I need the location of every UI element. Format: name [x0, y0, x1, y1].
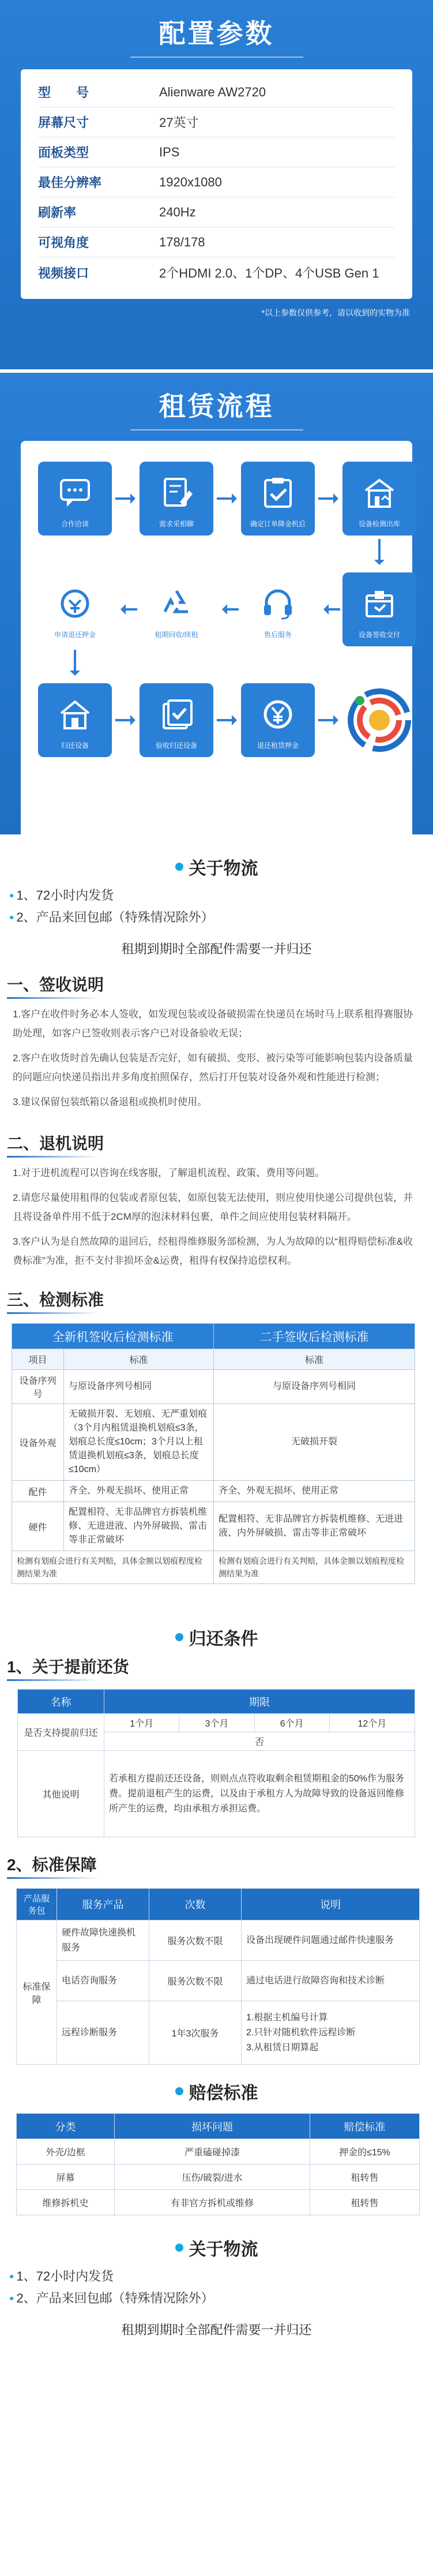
- config-title-underline: [130, 57, 303, 58]
- inspection-head: [7, 1287, 433, 1314]
- return-para-3: 3.客户认为是自然故障的退回后，经租得维修服务部检测，为人为故障的以“租得赔偿标准&收费标准”为准，拒不支付非损坏金&运费，租得有权保持追偿权利。: [13, 1236, 413, 1266]
- spec-value: 2个HDMI 2.0、1个DP、4个USB Gen 1: [159, 265, 379, 280]
- step-label: 设备签收交付: [358, 631, 400, 639]
- table-row: [17, 1920, 420, 1961]
- comp-cat-cell: 外壳/边框: [17, 2139, 115, 2165]
- logistics-head: [0, 854, 433, 879]
- headset-icon: [261, 587, 295, 620]
- logistics2-list: [0, 2260, 433, 2310]
- heading-underline: [7, 1156, 99, 1158]
- table-row: [17, 2165, 420, 2190]
- signing-head: [7, 972, 433, 999]
- step-refund-apply: [38, 572, 112, 646]
- content-area: [0, 834, 433, 2338]
- step-deliver: [342, 572, 416, 646]
- arrow-right-icon: [318, 497, 336, 500]
- step-label: 售后服务: [263, 631, 292, 639]
- list-item: ● 1、72小时内发货: [9, 2266, 433, 2288]
- period-4: 12个月: [329, 1714, 415, 1732]
- spec-value: 240Hz: [159, 204, 196, 219]
- return-title: 二、退机说明: [7, 1135, 104, 1152]
- count-cell: 服务次数不限: [149, 1961, 242, 2001]
- period-1: 1个月: [104, 1714, 179, 1732]
- compensation-head: [0, 2079, 433, 2104]
- cycle-logo-icon: [342, 683, 416, 757]
- bullet-dot-icon: [175, 863, 183, 871]
- inspection-table: [12, 1323, 415, 1584]
- h-comp-situ: 损坏问题: [115, 2114, 310, 2139]
- new-std-cell: 齐全、外观无损坏、使用正常: [64, 1481, 214, 1502]
- arrow-left-icon: [123, 608, 137, 611]
- comp-cat-cell: 屏幕: [17, 2165, 115, 2190]
- signing-para-2: 2.客户在收货时首先确认包装是否完好，如有破损、变形、被污染等可能影响包装内设备质量的问题应向快递员指出并多角度拍照保存，然后打开包装对设备外观和性能进行检测；: [13, 1053, 413, 1083]
- coin-icon: [261, 698, 295, 731]
- cat-cell: 标准保障: [17, 1920, 57, 2065]
- edit-document-icon: [159, 477, 194, 509]
- arrow-right-icon: [217, 497, 234, 500]
- service-body: [17, 1920, 420, 2065]
- logistics2-title: 关于物流: [189, 2240, 258, 2259]
- bullet-dot-icon: [175, 1633, 183, 1641]
- logistics-title: 关于物流: [189, 859, 258, 878]
- table-row: [17, 2139, 420, 2165]
- chat-icon: [58, 477, 92, 509]
- foot-new: 检测有划痕会进行有关判赔，具体金额以划痕程度检测结果为准: [12, 1551, 214, 1584]
- step-refund-deposit: [241, 683, 315, 757]
- bullet-dot-icon: [175, 2244, 183, 2252]
- arrow-right-icon: [318, 719, 336, 721]
- comp-std-cell: 租转售: [310, 2190, 420, 2215]
- col-new-header: 全新机签收后检测标准: [12, 1324, 214, 1349]
- spec-key: 刷新率: [38, 205, 77, 220]
- sub-item-header: 项目: [12, 1349, 64, 1370]
- process-banner: [0, 373, 433, 834]
- signing-para-1: 1.客户在收件时务必本人签收，如发现包装或设备破损需在快递员在场时马上联系租得赛服协助处理，如客户已签收则表示客户已对设备验收无误；: [13, 1009, 413, 1039]
- arrow-right-icon: [217, 719, 234, 721]
- logistics2-note: 租期到期时全部配件需要一并归还: [121, 2323, 312, 2337]
- prod-cell: 硬件故障快速换机服务: [57, 1920, 149, 1961]
- prod-cell: 电话咨询服务: [57, 1961, 149, 2001]
- list-item: ● 2、产品来回包邮（特殊情况除外）: [9, 2288, 433, 2310]
- desc-cell: 设备出现硬件问题通过邮件快速服务: [242, 1920, 420, 1961]
- h-desc: 说明: [242, 1889, 420, 1920]
- return-head: [7, 1131, 433, 1158]
- config-title: 配置参数: [159, 18, 274, 48]
- logistics2-head: [0, 2235, 433, 2260]
- step-return-device: [38, 683, 112, 757]
- signing-title: 一、签收说明: [7, 976, 104, 994]
- count-cell: 服务次数不限: [149, 1920, 242, 1961]
- row1-value: 否: [104, 1732, 415, 1751]
- h-prod: 服务产品: [57, 1889, 149, 1920]
- sub-std-header: 标准: [214, 1349, 415, 1370]
- spec-key: 最佳分辨率: [38, 175, 102, 190]
- spec-key: 面板类型: [38, 145, 89, 160]
- col-used-header: 二手签收后检测标准: [214, 1324, 415, 1349]
- spec-value: 27英寸: [159, 115, 199, 130]
- spec-card: [21, 69, 412, 299]
- arrow-left-icon: [326, 608, 340, 611]
- step-consult: [38, 462, 112, 536]
- other-text: 若承租方提前还还设备，则则点点符收取剩余租赁期租金的50%作为服务费。提前退租产生的运费，以及由于承租方人为故障导致的设备返回维修所产生的运费，均由承租方承担运费。: [104, 1751, 415, 1837]
- checklist-icon: [261, 477, 295, 509]
- step-order-confirm: [241, 462, 315, 536]
- process-card: [21, 441, 412, 845]
- step-label: 申请退还押金: [54, 631, 96, 639]
- comp-situ-cell: 严重磕碰掉漆: [115, 2139, 310, 2165]
- other-label: 其他说明: [18, 1751, 104, 1837]
- prod-cell: 远程诊断服务: [57, 2001, 149, 2065]
- arrow-right-icon: [115, 719, 133, 721]
- logistics-note: 租期到期时全部配件需要一并归还: [121, 942, 312, 956]
- spec-note: *以上参数仅供参考，请以收到的实物为准: [261, 308, 410, 317]
- compensation-table: [16, 2113, 420, 2215]
- spec-row: [38, 167, 395, 197]
- home-icon: [58, 698, 92, 731]
- period-3: 6个月: [254, 1714, 329, 1732]
- h-comp-cat: 分类: [17, 2114, 115, 2139]
- h-period: 期限: [104, 1690, 415, 1714]
- step-label: 退还租赁押金: [257, 742, 299, 750]
- step-verify-return: [140, 683, 213, 757]
- arrow-right-icon: [115, 497, 133, 500]
- early-return-table: [17, 1689, 415, 1837]
- config-title-wrap: [0, 0, 433, 69]
- comp-std-cell: 租转售: [310, 2165, 420, 2190]
- comp-situ-cell: 压伤/破裂/进水: [115, 2165, 310, 2190]
- arrow-down-icon: [378, 539, 381, 562]
- used-std-cell: 配置相符、无非品牌官方拆装机维修、无进进液、内外屏破损、雷击等非正常破坏: [214, 1502, 415, 1551]
- step-requirement: [140, 462, 213, 536]
- comp-cat-cell: 维修拆机史: [17, 2190, 115, 2215]
- spec-key: 屏幕尺寸: [38, 115, 89, 130]
- table-row: [12, 1404, 415, 1481]
- table-row: [12, 1481, 415, 1502]
- service-title: 2、标准保障: [7, 1856, 97, 1874]
- table-row: [17, 2001, 420, 2065]
- used-std-cell: 与原设备序列号相同: [214, 1370, 415, 1404]
- step-recycle: [140, 572, 213, 646]
- foot-used: 检测有划痕会进行有关判赔，具体金额以划痕程度检测结果为准: [214, 1551, 415, 1584]
- process-title: 租赁流程: [159, 391, 274, 421]
- return-cond-title: 归还条件: [189, 1630, 258, 1649]
- period-2: 3个月: [179, 1714, 254, 1732]
- step-label: 需求采相聊: [159, 520, 194, 528]
- item-cell: 设备序列号: [12, 1370, 64, 1404]
- desc-cell: 通过电话进行故障咨询和技术诊断: [242, 1961, 420, 2001]
- comp-situ-cell: 有非官方拆机或维修: [115, 2190, 310, 2215]
- count-cell: 1年3次服务: [149, 2001, 242, 2065]
- inspection-body: [12, 1370, 415, 1551]
- inspection-title: 三、检测标准: [7, 1291, 104, 1309]
- list-item: ● 2、产品来回包邮（特殊情况除外）: [9, 907, 433, 929]
- service-table: [16, 1888, 420, 2065]
- row1-label: 是否支持提前归还: [18, 1714, 104, 1751]
- config-banner: [0, 0, 433, 369]
- new-std-cell: 无破损开裂、无划痕、无严重划痕（3个月内租赁退换机划痕≤3条，划痕总长度≤10cm；3个月以上租赁退换机划痕≤3条，划痕总长度≤10cm）: [64, 1404, 214, 1481]
- step-label: 租期回收/续租: [155, 631, 198, 639]
- return-para-1: 1.对于进机流程可以咨询在线客服，了解退机流程、政策、费用等问题。: [13, 1167, 325, 1178]
- table-row: [17, 2190, 420, 2215]
- desc-cell: 1.根据主机编号计算 2.只针对随机软件远程诊断 3.从租赁日期算起: [242, 2001, 420, 2065]
- arrow-left-icon: [225, 608, 239, 611]
- heading-underline: [7, 1679, 99, 1681]
- spec-value: 1920x1080: [159, 174, 222, 189]
- step-label: 确定订单降金机后: [250, 520, 306, 528]
- step-after-sale: [241, 572, 315, 646]
- recycle-icon: [159, 587, 194, 620]
- checklist-icon: [159, 698, 194, 731]
- spec-row: [38, 107, 395, 137]
- step-label: 设备检测出库: [358, 520, 400, 528]
- compensation-title: 赔偿标准: [189, 2084, 258, 2103]
- service-head: [7, 1852, 433, 1879]
- heading-underline: [7, 1877, 99, 1879]
- used-std-cell: 无破损开裂: [214, 1404, 415, 1481]
- logistics-list: [0, 879, 433, 929]
- return-cond-head: [0, 1624, 433, 1650]
- process-title-wrap: [0, 373, 433, 441]
- spec-row: [38, 137, 395, 167]
- new-std-cell: 与原设备序列号相同: [64, 1370, 214, 1404]
- h-comp-std: 赔偿标准: [310, 2114, 420, 2139]
- compensation-body: [17, 2139, 420, 2215]
- bullet-dot-icon: [175, 2087, 183, 2095]
- spec-row: [38, 257, 395, 287]
- arrow-down-icon: [74, 650, 76, 673]
- early-title: 1、关于提前还货: [7, 1658, 129, 1676]
- new-std-cell: 配置相符、无非品牌官方拆装机维修、无进进液、内外屏破损、雷击等非正常破坏: [64, 1502, 214, 1551]
- spec-key: 型 号: [38, 85, 89, 100]
- comp-std-cell: 押金的≤15%: [310, 2139, 420, 2165]
- spec-value: 178/178: [159, 234, 205, 249]
- step-label: 归还设备: [61, 742, 89, 750]
- item-cell: 配件: [12, 1481, 64, 1502]
- item-cell: 硬件: [12, 1502, 64, 1551]
- step-label: 验收归还设备: [155, 742, 197, 750]
- spec-value: Alienware AW2720: [159, 84, 266, 99]
- box-delivery-icon: [362, 587, 397, 620]
- step-label: 合作洽谈: [61, 520, 89, 528]
- table-row: [12, 1370, 415, 1404]
- spec-row: [38, 227, 395, 257]
- table-row: [17, 1961, 420, 2001]
- h-cat: 产品服务包: [17, 1889, 57, 1920]
- h-name: 名称: [18, 1690, 104, 1714]
- step-shipping: [342, 462, 416, 536]
- signing-para-3: 3.建议保留包装纸箱以备退租或换机时使用。: [13, 1096, 208, 1107]
- process-title-underline: [130, 429, 303, 430]
- early-head: [7, 1654, 433, 1681]
- sub-std-header: 标准: [64, 1349, 214, 1370]
- list-item: ● 1、72小时内发货: [9, 885, 433, 907]
- used-std-cell: 齐全、外观无损坏、使用正常: [214, 1481, 415, 1502]
- refund-icon: [58, 587, 92, 620]
- heading-underline: [7, 1312, 99, 1314]
- h-count: 次数: [149, 1889, 242, 1920]
- heading-underline: [7, 997, 99, 999]
- spec-key: 视频接口: [38, 265, 89, 280]
- return-para-2: 2.请您尽量使用租得的包装或者原包装，如原包装无法使用，则应使用快递公司提供包装，并且将设备单件用不低于2CM厚的泡沫材料包裹，单件之间应使用包装材料隔开。: [13, 1192, 413, 1222]
- spec-value: IPS: [159, 144, 180, 159]
- spec-row: [38, 77, 395, 107]
- item-cell: 设备外观: [12, 1404, 64, 1481]
- spec-row: [38, 197, 395, 227]
- table-row: [12, 1502, 415, 1551]
- warehouse-icon: [362, 477, 397, 509]
- spec-key: 可视角度: [38, 235, 89, 250]
